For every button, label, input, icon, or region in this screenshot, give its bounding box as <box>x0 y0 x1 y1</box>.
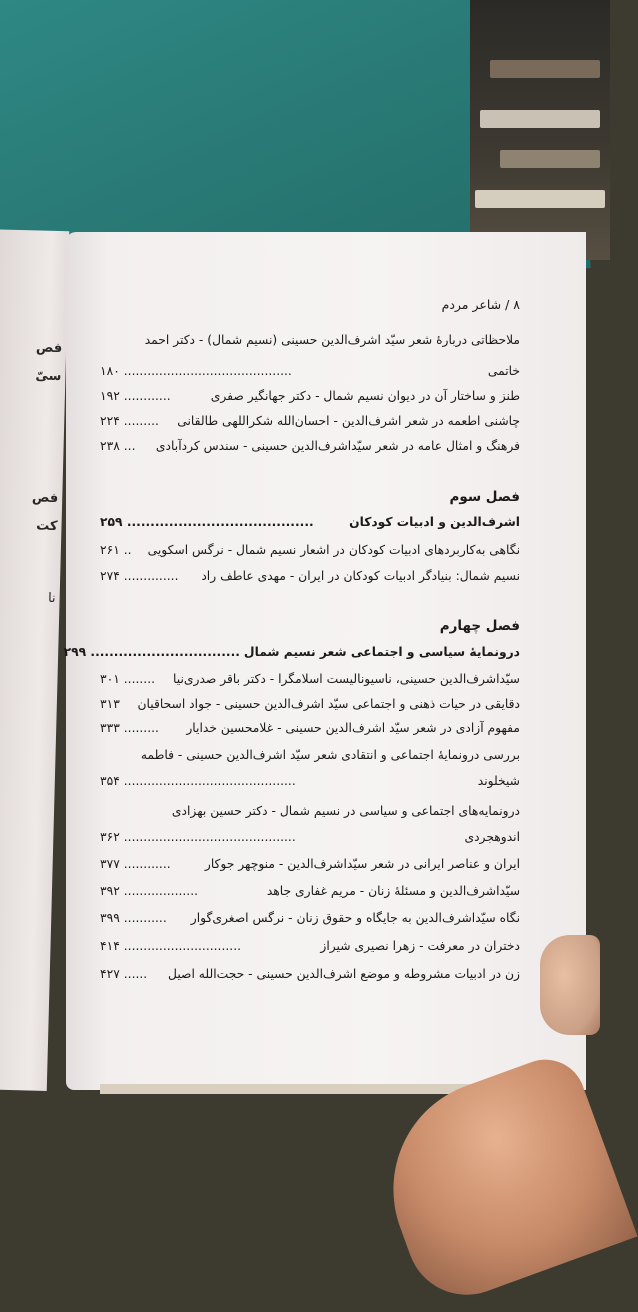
toc-entry-title: درونمایه‌های اجتماعی و سیاسی در نسیم شمال - دکتر حسین بهزادی <box>171 804 520 818</box>
toc-page-number: ۳۷۷ <box>100 857 120 871</box>
toc-page-number: ۱۸۰ <box>100 364 120 378</box>
toc-page-number: ۲۷۴ <box>100 569 120 583</box>
toc-entry <box>100 363 520 379</box>
toc-entry-title: فرهنگ و امثال عامه در شعر سیّداشرف‌الدین حسینی - سندس کردآبادی <box>155 439 520 453</box>
table-of-contents <box>63 0 520 1280</box>
toc-entry-title: شیخلوند <box>477 774 520 788</box>
toc-page-number: ۳۳۳ <box>100 721 120 735</box>
toc-page-number: ۴۱۴ <box>100 939 120 953</box>
toc-leader-dots: ........................................ <box>126 515 314 529</box>
toc-leader-dots: ................................ <box>90 645 240 659</box>
toc-entry <box>100 856 520 872</box>
toc-leader-dots: .............................. <box>123 939 242 953</box>
left-page-fragment: فص <box>31 490 59 507</box>
toc-leader-dots: ............................................ <box>123 830 296 844</box>
section-heading: فصل سوم <box>449 489 520 505</box>
toc-leader-dots: ... <box>123 439 136 453</box>
toc-leader-dots: .............. <box>123 569 179 583</box>
toc-leader-dots: ............ <box>123 857 171 871</box>
toc-entry <box>100 514 520 530</box>
toc-entry <box>100 388 520 404</box>
toc-page-number: ۴۲۷ <box>100 967 120 981</box>
left-page <box>0 229 69 1091</box>
toc-entry <box>100 747 520 763</box>
toc-leader-dots: ........ <box>123 672 156 686</box>
left-page-fragment: کت <box>35 518 58 535</box>
toc-entry <box>100 413 520 429</box>
toc-page-number: ۲۲۴ <box>100 414 120 428</box>
toc-entry-title: نگاه سیّداشرف‌الدین به جایگاه و حقوق زنان - نرگس اصغری‌گوار <box>190 911 520 925</box>
left-page-fragment: نا <box>47 590 56 607</box>
toc-entry <box>100 696 520 712</box>
thumb <box>540 935 600 1035</box>
toc-leader-dots: ......... <box>123 721 159 735</box>
toc-entry-title: درونمایهٔ سیاسی و اجتماعی شعر نسیم شمال <box>243 645 520 659</box>
toc-entry-title: مفهوم آزادی در شعر سیّد اشرف‌الدین حسینی - غلامحسین خدایار <box>186 721 520 735</box>
toc-entry <box>100 938 520 954</box>
section-heading: فصل چهارم <box>439 618 520 634</box>
toc-entry <box>100 671 520 687</box>
toc-entry <box>100 542 520 558</box>
toc-entry <box>63 644 520 660</box>
toc-page-number: ۳۱۳ <box>100 697 120 711</box>
toc-entry <box>100 829 520 845</box>
toc-entry-title: اندوهجردی <box>464 830 520 844</box>
toc-entry-title: نگاهی به‌کاربردهای ادبیات کودکان در اشعار نسیم شمال - نرگس اسکویی <box>147 543 520 557</box>
toc-entry-title: چاشنی اطعمه در شعر اشرف‌الدین - احسان‌الله شکراللهی طالقانی <box>177 414 520 428</box>
running-head: ۸ / شاعر مردم <box>441 297 520 312</box>
toc-page-number: ۳۹۲ <box>100 884 120 898</box>
toc-entry <box>100 803 520 819</box>
toc-leader-dots: ............ <box>123 389 171 403</box>
toc-entry <box>100 438 520 454</box>
toc-page-number: ۳۶۲ <box>100 830 120 844</box>
toc-page-number: ۲۵۹ <box>100 515 123 529</box>
toc-leader-dots: .. <box>123 543 132 557</box>
toc-entry <box>100 910 520 926</box>
toc-leader-dots: ................... <box>123 884 199 898</box>
toc-entry <box>100 883 520 899</box>
toc-entry-title: دقایقی در حیات ذهنی و اجتماعی سیّد اشرف‌الدین حسینی - جواد اسحاقیان <box>137 697 520 711</box>
toc-page-number: ۲۶۱ <box>100 543 120 557</box>
toc-entry <box>100 966 520 982</box>
toc-entry-title: سیّداشرف‌الدین حسینی، ناسیونالیست اسلامگرا - دکتر باقر صدری‌نیا <box>173 672 520 686</box>
toc-page-number: ۱۹۲ <box>100 389 120 403</box>
toc-leader-dots: ........... <box>123 911 167 925</box>
toc-entry <box>100 568 520 584</box>
toc-entry-title: زن در ادبیات مشروطه و موضع اشرف‌الدین حسینی - حجت‌الله اصیل <box>168 967 520 981</box>
toc-entry-title: خاتمی <box>487 364 520 378</box>
toc-entry <box>100 720 520 736</box>
toc-leader-dots: ...... <box>123 967 148 981</box>
toc-entry <box>100 332 520 348</box>
toc-leader-dots: ......... <box>123 414 159 428</box>
toc-leader-dots: ............................................ <box>123 774 296 788</box>
toc-page-number: ۳۰۱ <box>100 672 120 686</box>
toc-entry-title: طنز و ساختار آن در دیوان نسیم شمال - دکتر جهانگیر صفری <box>210 389 520 403</box>
toc-page-number: ۳۹۹ <box>100 911 120 925</box>
toc-page-number: ۲۹۹ <box>63 645 87 659</box>
toc-entry-title: بررسی درونمایهٔ اجتماعی و انتقادی شعر سیّد اشرف‌الدین حسینی - فاطمه <box>140 748 520 762</box>
left-page-fragment: فص <box>35 340 63 357</box>
toc-entry <box>100 773 520 789</box>
toc-entry-title: ملاحظاتی دربارهٔ شعر سیّد اشرف‌الدین حسینی (نسیم شمال) - دکتر احمد <box>144 333 520 347</box>
toc-page-number: ۳۵۴ <box>100 774 120 788</box>
toc-entry-title: دختران در معرفت - زهرا نصیری شیراز <box>320 939 520 953</box>
toc-entry-title: سیّداشرف‌الدین و مسئلهٔ زنان - مریم غفاری جاهد <box>266 884 520 898</box>
toc-entry-title: نسیم شمال: بنیادگر ادبیات کودکان در ایران - مهدی عاطف راد <box>201 569 520 583</box>
toc-page-number: ۲۳۸ <box>100 439 120 453</box>
left-page-fragment: سیّ <box>35 368 62 385</box>
toc-leader-dots: ........................................... <box>123 364 292 378</box>
toc-entry-title: ایران و عناصر ایرانی در شعر سیّداشرف‌الدین - منوچهر جوکار <box>204 857 520 871</box>
toc-entry-title: اشرف‌الدین و ادبیات کودکان <box>349 515 520 529</box>
